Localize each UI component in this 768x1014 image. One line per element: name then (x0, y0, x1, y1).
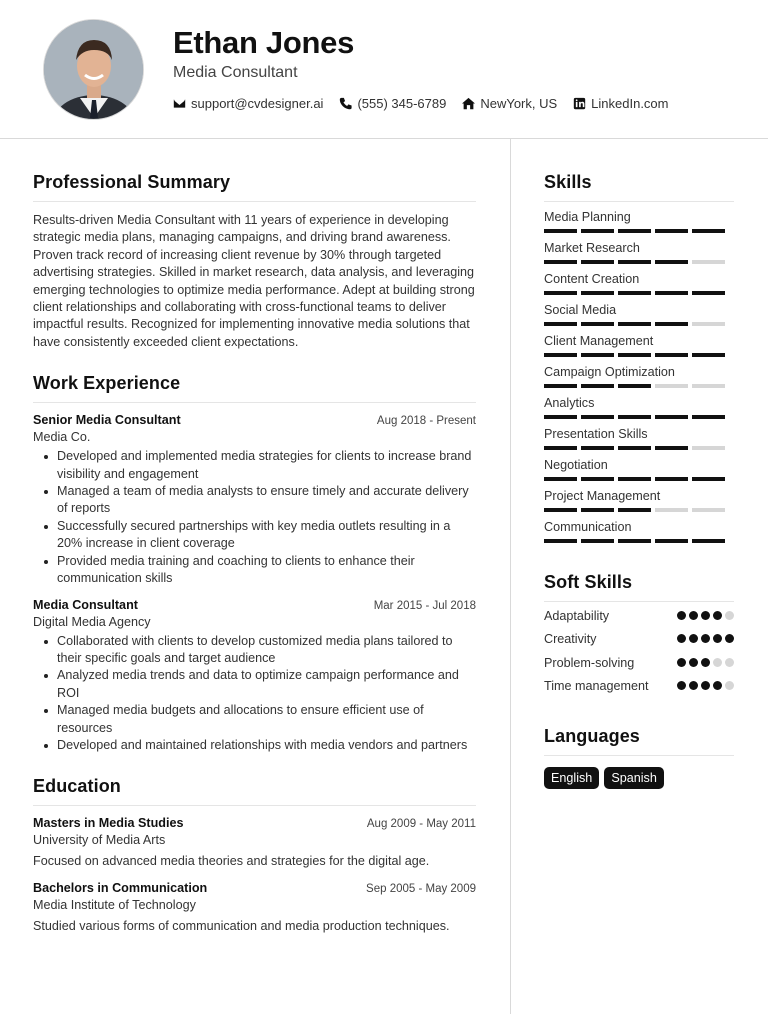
skill-segment-filled (544, 508, 577, 512)
soft-skills-section (544, 572, 734, 696)
contact-email[interactable] (173, 96, 323, 111)
skill-item (544, 365, 734, 388)
location-text: NewYork, US (480, 96, 558, 111)
skill-segment-filled (544, 446, 577, 450)
skill-item (544, 520, 734, 543)
rating-dot-filled (689, 681, 698, 690)
skill-segment-empty (655, 384, 688, 388)
soft-skill-name: Time management (544, 679, 649, 694)
education-date: Aug 2009 - May 2011 (366, 818, 476, 831)
skill-item (544, 210, 734, 233)
skill-segment-filled (655, 446, 688, 450)
skill-level-bar (544, 539, 734, 543)
rating-dot-filled (689, 611, 698, 620)
home-icon (462, 97, 475, 110)
skill-segment-filled (618, 353, 651, 357)
skill-segment-filled (581, 384, 614, 388)
rating-dot-empty (725, 658, 734, 667)
education-date: Sep 2005 - May 2009 (366, 882, 476, 895)
skill-segment-filled (618, 539, 651, 543)
linkedin-icon (573, 97, 586, 110)
soft-skills-heading: Soft Skills (544, 572, 734, 602)
summary-heading: Professional Summary (33, 172, 476, 202)
skill-segment-filled (618, 291, 651, 295)
skill-segment-filled (655, 322, 688, 326)
rating-dot-filled (713, 611, 722, 620)
job-bullet: Developed and maintained relationships with media vendors and partners (33, 737, 476, 754)
soft-skill-name: Problem-solving (544, 655, 635, 670)
main-column (33, 172, 476, 935)
sidebar-column (544, 172, 734, 789)
envelope-icon (173, 97, 186, 110)
skill-segment-filled (618, 446, 651, 450)
skill-name: Negotiation (544, 458, 608, 472)
summary-text: Results-driven Media Consultant with 11 years of experience in developing strategic media plans, managing campaigns, and driving brand awareness. Proven track record of increasing client revenue by 30% through targeted advertising strategies. Skilled in market research, data analysis, and leveraging emerging technologies to optimize media performance. Adept at building strong client relationships and collaborating with cross-functional teams to deliver impactful results. Recognized for implementing innovative media solutions that have consistently exceeded client expectations. (33, 213, 475, 349)
skill-segment-filled (581, 539, 614, 543)
job-list (33, 413, 476, 754)
skill-segment-filled (618, 229, 651, 233)
skill-segment-filled (655, 260, 688, 264)
skill-segment-filled (544, 384, 577, 388)
rating-dot-filled (725, 634, 734, 643)
soft-skill-name: Creativity (544, 632, 597, 647)
skill-segment-empty (655, 508, 688, 512)
job-bullet: Successfully secured partnerships with key media outlets resulting in a 20% increase in client coverage (33, 518, 476, 553)
skill-level-bar (544, 508, 734, 512)
resume-header (0, 0, 768, 139)
skill-item (544, 334, 734, 357)
language-list (544, 767, 734, 789)
skill-segment-filled (618, 384, 651, 388)
skill-level-bar (544, 291, 734, 295)
skill-segment-filled (544, 539, 577, 543)
phone-text: (555) 345-6789 (357, 96, 447, 111)
skill-segment-filled (618, 260, 651, 264)
rating-dot-filled (701, 658, 710, 667)
skill-name: Presentation Skills (544, 427, 648, 441)
rating-dot-filled (713, 681, 722, 690)
job-header (33, 598, 476, 612)
skill-segment-filled (655, 229, 688, 233)
skill-name: Media Planning (544, 210, 631, 224)
job-bullet: Managed media budgets and allocations to ensure efficient use of resources (33, 702, 476, 737)
skill-segment-filled (581, 353, 614, 357)
job-entry (33, 413, 476, 587)
column-divider (510, 139, 511, 1014)
skill-item (544, 241, 734, 264)
skill-segment-filled (692, 229, 725, 233)
profile-photo (43, 19, 144, 120)
candidate-name: Ethan Jones (173, 25, 355, 60)
skill-level-bar (544, 229, 734, 233)
skill-name: Project Management (544, 489, 661, 503)
education-header (33, 881, 476, 895)
contact-linkedin[interactable] (573, 96, 668, 111)
job-bullet: Collaborated with clients to develop customized media plans tailored to their specific goals and target audience (33, 633, 476, 668)
contact-bar (173, 96, 685, 111)
skill-segment-filled (544, 291, 577, 295)
skill-level-bar (544, 415, 734, 419)
skill-segment-filled (692, 353, 725, 357)
job-date: Aug 2018 - Present (376, 415, 476, 428)
languages-section (544, 726, 734, 789)
skill-segment-filled (692, 539, 725, 543)
skill-segment-empty (692, 322, 725, 326)
soft-skill-item (544, 608, 734, 625)
skill-segment-filled (618, 322, 651, 326)
language-badge: English (544, 767, 599, 789)
skill-item (544, 396, 734, 419)
skill-segment-empty (692, 446, 725, 450)
languages-heading: Languages (544, 726, 734, 756)
linkedin-text: LinkedIn.com (591, 96, 669, 111)
skills-list (544, 210, 734, 543)
soft-skill-rating (677, 634, 734, 643)
education-description: Focused on advanced media theories and strategies for the digital age. (33, 854, 430, 869)
skill-name: Social Media (544, 303, 617, 317)
soft-skill-rating (677, 681, 734, 690)
rating-dot-empty (725, 611, 734, 620)
work-heading: Work Experience (33, 373, 476, 403)
rating-dot-filled (689, 658, 698, 667)
skill-segment-filled (544, 415, 577, 419)
school-name: Media Institute of Technology (33, 897, 196, 912)
job-title: Senior Media Consultant (33, 413, 181, 428)
rating-dot-filled (713, 634, 722, 643)
skill-level-bar (544, 353, 734, 357)
rating-dot-filled (701, 681, 710, 690)
skill-item (544, 272, 734, 295)
skill-item (544, 489, 734, 512)
skill-segment-filled (655, 353, 688, 357)
skill-segment-filled (581, 446, 614, 450)
skill-level-bar (544, 260, 734, 264)
skill-level-bar (544, 446, 734, 450)
rating-dot-filled (677, 681, 686, 690)
school-name: University of Media Arts (33, 833, 166, 848)
soft-skill-item (544, 631, 734, 648)
education-entry (33, 881, 476, 935)
rating-dot-filled (689, 634, 698, 643)
rating-dot-filled (677, 634, 686, 643)
skill-segment-filled (581, 508, 614, 512)
skill-segment-filled (618, 415, 651, 419)
phone-icon (339, 97, 352, 110)
skills-heading: Skills (544, 172, 734, 202)
skill-level-bar (544, 384, 734, 388)
skill-segment-filled (544, 260, 577, 264)
email-text: support@cvdesigner.ai (191, 96, 324, 111)
skill-name: Market Research (544, 241, 640, 255)
skill-segment-filled (692, 415, 725, 419)
skill-name: Communication (544, 520, 632, 534)
skill-segment-filled (618, 508, 651, 512)
education-heading: Education (33, 776, 476, 806)
profile-photo-illustration (44, 20, 144, 120)
summary-section (33, 172, 476, 351)
job-bullet: Analyzed media trends and data to optimize campaign performance and ROI (33, 667, 476, 702)
skill-segment-filled (544, 353, 577, 357)
skill-name: Client Management (544, 334, 654, 348)
education-entry (33, 816, 476, 870)
rating-dot-filled (677, 611, 686, 620)
rating-dot-filled (701, 634, 710, 643)
education-description: Studied various forms of communication and media production techniques. (33, 918, 450, 933)
education-list (33, 816, 476, 935)
skill-segment-filled (544, 477, 577, 481)
skill-level-bar (544, 477, 734, 481)
skill-segment-filled (692, 477, 725, 481)
skills-section (544, 172, 734, 543)
rating-dot-empty (725, 681, 734, 690)
soft-skill-rating (677, 658, 734, 667)
skill-segment-filled (581, 260, 614, 264)
contact-phone[interactable] (339, 96, 446, 111)
skill-segment-filled (655, 477, 688, 481)
skill-item (544, 458, 734, 481)
job-company: Digital Media Agency (33, 614, 151, 629)
contact-location (462, 96, 557, 111)
job-header (33, 413, 476, 427)
skill-segment-filled (655, 415, 688, 419)
job-company: Media Co. (33, 430, 91, 445)
skill-segment-filled (692, 291, 725, 295)
rating-dot-filled (701, 611, 710, 620)
candidate-role: Media Consultant (173, 64, 298, 81)
rating-dot-empty (713, 658, 722, 667)
skill-segment-filled (544, 322, 577, 326)
skill-segment-filled (581, 229, 614, 233)
skill-segment-filled (655, 539, 688, 543)
skill-segment-empty (692, 260, 725, 264)
education-header (33, 816, 476, 830)
soft-skills-list (544, 608, 734, 696)
skill-name: Campaign Optimization (544, 365, 675, 379)
soft-skill-item (544, 655, 734, 672)
rating-dot-filled (677, 658, 686, 667)
job-bullets (33, 448, 476, 587)
job-entry (33, 598, 476, 755)
skill-segment-filled (655, 291, 688, 295)
job-date: Mar 2015 - Jul 2018 (373, 599, 476, 612)
skill-segment-filled (618, 477, 651, 481)
work-section (33, 373, 476, 754)
skill-name: Analytics (544, 396, 595, 410)
skill-level-bar (544, 322, 734, 326)
skill-item (544, 303, 734, 326)
degree-title: Bachelors in Communication (33, 880, 208, 895)
skill-item (544, 427, 734, 450)
job-bullet: Managed a team of media analysts to ensure timely and accurate delivery of reports (33, 483, 476, 518)
skill-segment-filled (544, 229, 577, 233)
skill-name: Content Creation (544, 272, 640, 286)
job-bullet: Developed and implemented media strategies for clients to increase brand visibility and engagement (33, 448, 476, 483)
job-bullets (33, 633, 476, 755)
soft-skill-name: Adaptability (544, 609, 610, 623)
soft-skill-rating (677, 611, 734, 620)
soft-skill-item (544, 678, 734, 695)
skill-segment-empty (692, 508, 725, 512)
education-section (33, 776, 476, 935)
language-badge: Spanish (604, 767, 664, 789)
skill-segment-filled (581, 415, 614, 419)
job-title: Media Consultant (33, 597, 138, 612)
job-bullet: Provided media training and coaching to clients to enhance their communication skills (33, 553, 476, 588)
skill-segment-filled (581, 291, 614, 295)
skill-segment-filled (581, 477, 614, 481)
degree-title: Masters in Media Studies (33, 816, 184, 831)
skill-segment-empty (692, 384, 725, 388)
skill-segment-filled (581, 322, 614, 326)
